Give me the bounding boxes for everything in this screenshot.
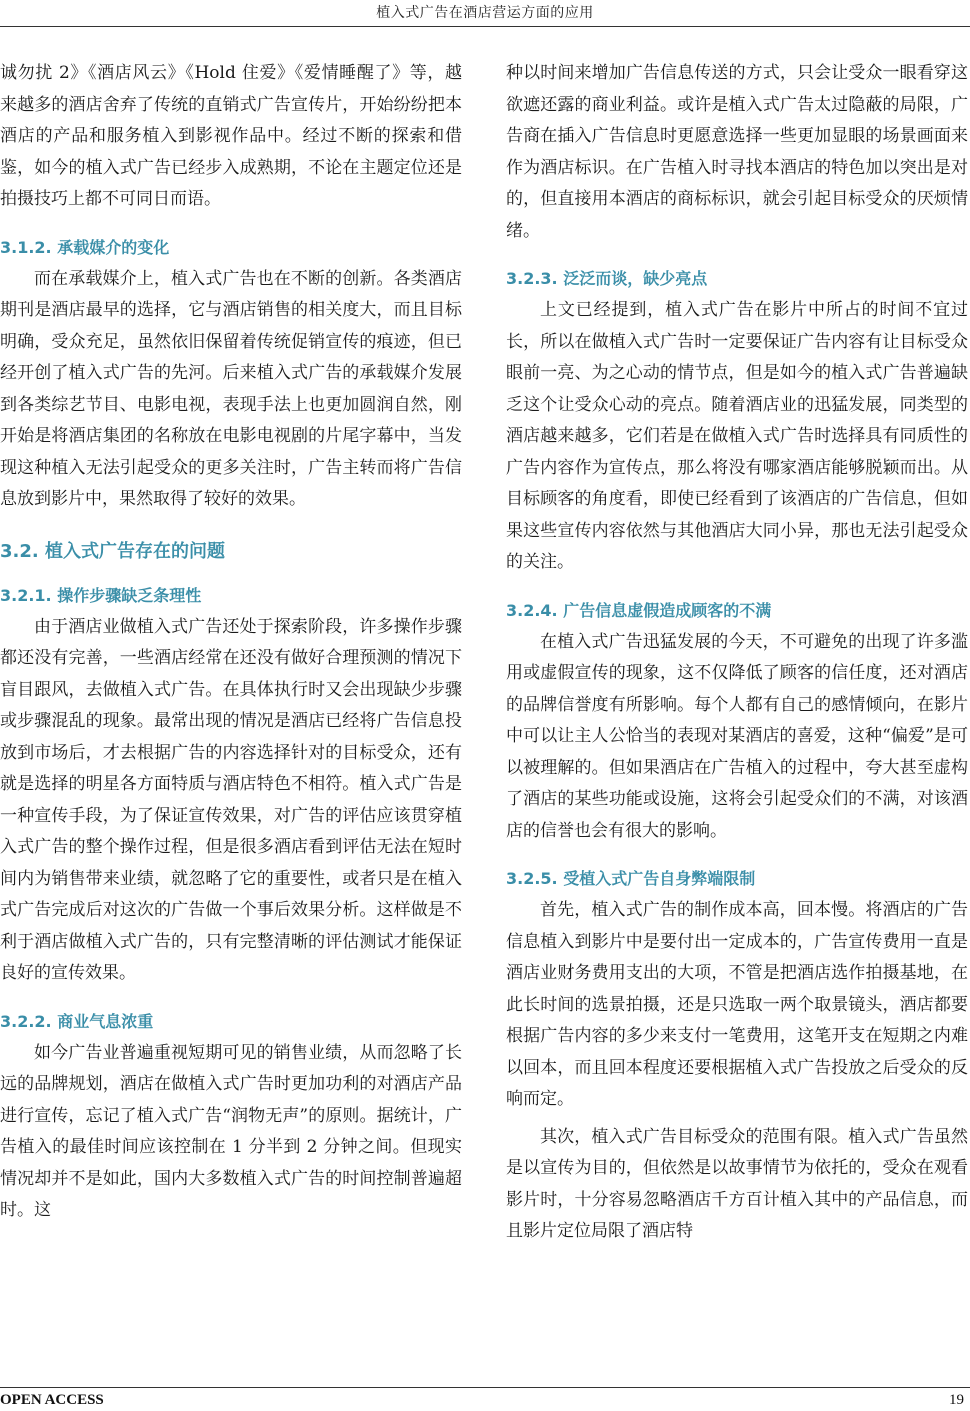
paragraph-3-2-5-second: 其次，植入式广告目标受众的范围有限。植入式广告虽然是以宣传为目的，但依然是以故事情节为依托的，受众在观看影片时，十分容易忽略酒店千方百计植入其中的产品信息，而且影片定位局限了酒店特	[506, 1126, 968, 1241]
section-heading-3-2-3: 3.2.3. 泛泛而谈，缺少亮点	[506, 269, 708, 288]
running-header: 植入式广告在酒店营运方面的应用	[376, 5, 594, 21]
paragraph-3-2-1: 由于酒店业做植入式广告还处于探索阶段，许多操作步骤都还没有完善，一些酒店经常在还没有做好合理预测的情况下盲目跟风，去做植入式广告。在具体执行时又会出现缺少步骤或步骤混乱的现象。最常出现的情况是酒店已经将广告信息投放到市场后，才去根据广告的内容选择针对的目标受众，还有就是选择的明星各方面特质与酒店特色不相符。植入式广告是一种宣传手段，为了保证宣传效果，对广告的评估应该贯穿植入式广告的整个操作过程，但是很多酒店看到评估无法在短时间内为销售带来业绩，就忽略了它的重要性，或者只是在植入式广告完成后对这次的广告做一个事后效果分析。这样做是不利于酒店做植入式广告的，只有完整清晰的评估测试才能保证良好的宣传效果。	[0, 616, 462, 983]
paragraph-3-1-2: 而在承载媒介上，植入式广告也在不断的创新。各类酒店期刊是酒店最早的选择，它与酒店销售的相关度大，而且目标明确，受众充足，虽然依旧保留着传统促销宣传的痕迹，但已经开创了植入式广告的先河。后来植入式广告的承载媒介发展到各类综艺节目、电影电视，表现手法上也更加圆润自然，刚开始是将酒店集团的名称放在电影电视剧的片尾字幕中，当发现这种植入无法引起受众的更多关注时，广告主转而将广告信息放到影片中，果然取得了较好的效果。	[0, 268, 462, 509]
left-column	[0, 58, 462, 1227]
paragraph-3-2-3: 上文已经提到，植入式广告在影片中所占的时间不宜过长，所以在做植入式广告时一定要保证广告内容有让目标受众眼前一亮、为之心动的情节点，但是如今的植入式广告普遍缺乏这个让受众心动的亮点。随着酒店业的迅猛发展，同类型的酒店越来越多，它们若是在做植入式广告时选择具有同质性的广告内容作为宣传点，那么将没有哪家酒店能够脱颖而出。从目标顾客的角度看，即使已经看到了该酒店的广告信息，但如果这些宣传内容依然与其他酒店大同小异，那也无法引起受众的关注。	[506, 300, 968, 572]
section-heading-3-2-2: 3.2.2. 商业气息浓重	[0, 1011, 154, 1031]
section-heading-3-2-4: 3.2.4. 广告信息虚假造成顾客的不满	[506, 600, 772, 620]
footer-rule	[0, 1387, 970, 1388]
right-column	[506, 58, 968, 1248]
page-number: 19	[949, 1392, 964, 1408]
paragraph-3-2-4: 在植入式广告迅猛发展的今天，不可避免的出现了许多滥用或虚假宣传的现象，这不仅降低了顾客的信任度，还对酒店的品牌信誉度有所影响。每个人都有自己的感情倾向，在影片中可以让主人公恰当的表现对某酒店的喜爱，这种“偏爱”是可以被理解的。但如果酒店在广告植入的过程中，夸大甚至虚构了酒店的某些功能或设施，这将会引起受众们的不满，对该酒店的信誉也会有很大的影响。	[506, 631, 968, 841]
intro-paragraph: 诚勿扰 2》《酒店风云》《Hold 住爱》《爱情睡醒了》等，越来越多的酒店舍弃了传统的直销式广告宣传片，开始纷纷把本酒店的产品和服务植入到影视作品中。经过不断的探索和借鉴，如今的植入式广告已经步入成熟期，不论在主题定位还是拍摄技巧上都不可同日而语。	[0, 63, 462, 209]
paragraph-3-2-5-first: 首先，植入式广告的制作成本高，回本慢。将酒店的广告信息植入到影片中是要付出一定成本的，广告宣传费用一直是酒店业财务费用支出的大项，不管是把酒店选作拍摄基地，在此长时间的选景拍摄，还是只选取一两个取景镜头，酒店都要根据广告内容的多少来支付一笔费用，这笔开支在短期之内难以回本，而且回本程度还要根据植入式广告投放之后受众的反响而定。	[506, 900, 968, 1109]
section-heading-3-2: 3.2. 植入式广告存在的问题	[0, 540, 225, 562]
continued-paragraph: 种以时间来增加广告信息传送的方式，只会让受众一眼看穿这欲遮还露的商业利益。或许是植入式广告太过隐蔽的局限，广告商在插入广告信息时更愿意选择一些更加显眼的场景画面来作为酒店标识。在广告植入时寻找本酒店的特色加以突出是对的，但直接用本酒店的商标标识，就会引起目标受众的厌烦情绪。	[506, 63, 968, 241]
section-heading-3-2-1: 3.2.1. 操作步骤缺乏条理性	[0, 585, 202, 605]
section-heading-3-2-5: 3.2.5. 受植入式广告自身弊端限制	[506, 869, 756, 888]
header-rule	[0, 26, 970, 27]
open-access-label: OPEN ACCESS	[0, 1392, 104, 1408]
paragraph-3-2-2: 如今广告业普遍重视短期可见的销售业绩，从而忽略了长远的品牌规划，酒店在做植入式广告时更加功利的对酒店产品进行宣传，忘记了植入式广告“润物无声”的原则。据统计，广告植入的最佳时间应该控制在 1 分半到 2 分钟之间。但现实情况却并不是如此，国内大多数植入式广告的时间控制普遍超时。这	[0, 1042, 462, 1220]
section-heading-3-1-2: 3.1.2. 承载媒介的变化	[0, 237, 170, 257]
